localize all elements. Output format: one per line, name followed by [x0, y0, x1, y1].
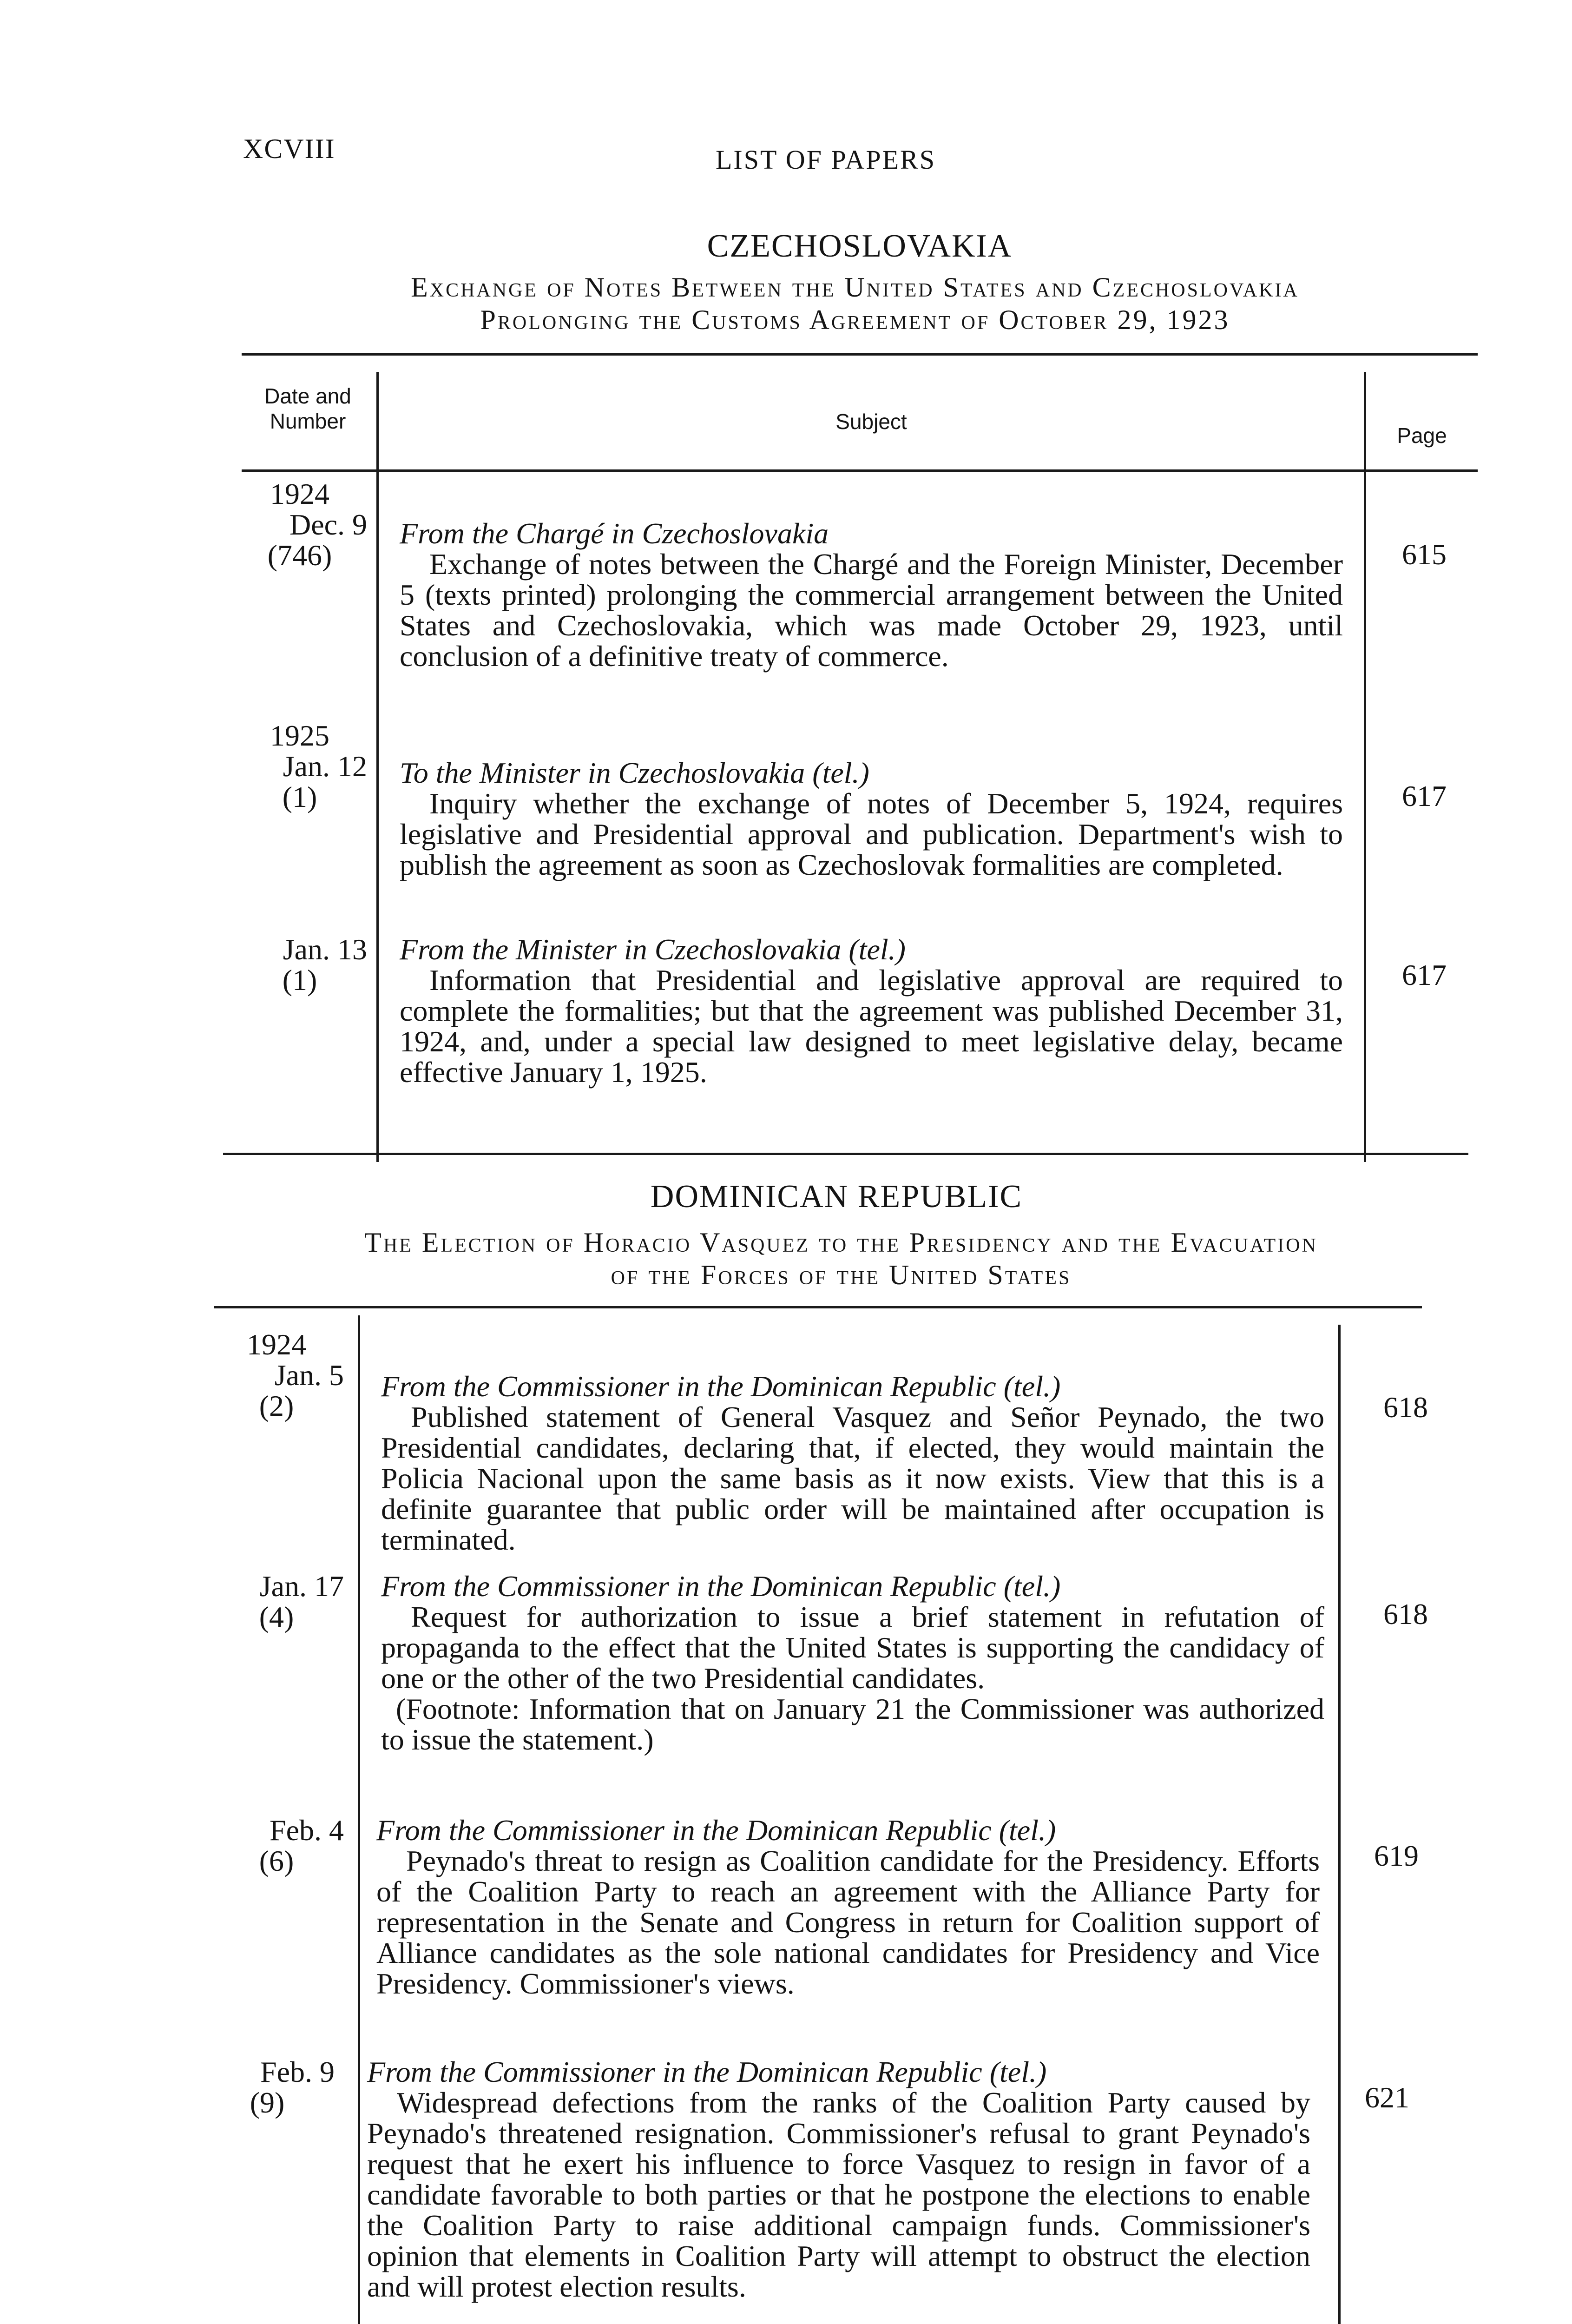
entry-page: 618: [1383, 1391, 1428, 1424]
entry-subject: [400, 518, 1343, 672]
entry-summary: Request for authorization to issue a brief statement in refutation of propaganda to the effect that the United States is supporting the candidacy of one or the other of the two Presidential candidates.: [381, 1600, 1324, 1695]
entry-source: To the Minister in Czechoslovakia (tel.): [400, 756, 869, 789]
entry-page: 621: [1365, 2081, 1409, 2114]
entry-source: From the Chargé in Czechoslovakia: [400, 517, 829, 550]
entry-number: (9): [250, 2086, 285, 2119]
table-row: [200, 2057, 335, 2118]
entry-source: From the Minister in Czechoslovakia (tel.): [400, 933, 906, 966]
column-divider-page: [1338, 1325, 1341, 2324]
entry-page: 618: [1383, 1598, 1428, 1631]
section-subject-line-2: Prolonging the Customs Agreement of October 29, 1923: [480, 304, 1230, 335]
entry-summary: Information that Presidential and legislative approval are required to complete the formalities; but that the agreement was published December 31, 1924, and, under a special law designed to meet legislative delay, became effective January 1, 1925.: [400, 964, 1343, 1089]
section-bottom-rule: [223, 1153, 1468, 1155]
column-divider-date: [358, 1315, 360, 2324]
entry-source: From the Commissioner in the Dominican Republic (tel.): [381, 1370, 1061, 1403]
table-row: [209, 1571, 344, 1632]
entry-number: (6): [259, 1844, 294, 1877]
entry-subject: [400, 934, 1343, 1088]
entry-number: (4): [259, 1600, 294, 1633]
page-number: XCVIII: [243, 133, 335, 164]
entry-footnote: (Footnote: Information that on January 21 the Commissioner was authorized to issue the statement.): [381, 1692, 1324, 1756]
section-country-title: CZECHOSLOVAKIA: [707, 228, 1013, 264]
entry-date: Feb. 4: [270, 1814, 344, 1847]
table-top-rule: [214, 1306, 1422, 1308]
entry-number: (1): [282, 780, 317, 813]
column-header-date: Date and Number: [264, 384, 351, 433]
entry-page: 615: [1402, 538, 1447, 571]
entry-number: (1): [282, 964, 317, 997]
entry-subject: [400, 758, 1343, 880]
entry-summary: Widespread defections from the ranks of the Coalition Party caused by Peynado's threatened resignation. Commissioner's refusal to grant Peynado's request that he exert his influence to force Vasquez to resign in favor of a candidate favorable to both parties or that he postpone the elections to enable the Coalition Party to raise additional campaign funds. Commissioner's opinion that elements in Coalition Party will attempt to obstruct the election and will protest election results.: [367, 2086, 1310, 2303]
entry-subject: [381, 1571, 1324, 1755]
column-divider-page: [1364, 372, 1366, 1162]
entry-date: Jan. 12: [283, 750, 367, 783]
table-row: [232, 720, 367, 812]
column-header-subject: Subject: [835, 409, 907, 434]
entry-date: Jan. 13: [283, 933, 367, 966]
section-country-title: DOMINICAN REPUBLIC: [650, 1179, 1023, 1215]
entry-year: 1925: [270, 719, 329, 752]
entry-date: Jan. 17: [259, 1570, 344, 1603]
entry-date: Dec. 9: [289, 508, 367, 541]
entry-summary: Inquiry whether the exchange of notes of December 5, 1924, requires legislative and Presidential approval and publication. Department's wish to publish the agreement as soon as Czechoslovak formalities are completed.: [400, 787, 1343, 881]
entry-page: 619: [1374, 1839, 1419, 1872]
table-top-rule: [242, 353, 1478, 356]
entry-source: From the Commissioner in the Dominican Republic (tel.): [376, 1814, 1056, 1847]
entry-page: 617: [1402, 958, 1447, 991]
running-title: LIST OF PAPERS: [716, 145, 936, 175]
section-subject-line-1: Exchange of Notes Between the United States and Czechoslovakia: [411, 272, 1299, 303]
entry-summary: Published statement of General Vasquez and Señor Peynado, the two Presidential candidates, declaring that, if elected, they would maintain the Policia Nacional upon the same basis as it now exists. View that this is a definite guarantee that public order will be maintained after occupation is terminated.: [381, 1400, 1324, 1556]
entry-subject: [367, 2057, 1310, 2302]
table-row: [209, 1329, 344, 1421]
column-header-page: Page: [1397, 423, 1447, 448]
table-row: [232, 479, 367, 571]
entry-date: Jan. 5: [274, 1359, 344, 1392]
table-row: [209, 1815, 344, 1876]
entry-number: (2): [259, 1389, 294, 1422]
entry-subject: [381, 1371, 1324, 1555]
table-header-rule: [242, 469, 1478, 472]
entry-date: Feb. 9: [260, 2055, 335, 2088]
entry-year: 1924: [247, 1328, 306, 1361]
entry-summary: Exchange of notes between the Chargé and the Foreign Minister, December 5 (texts printed) prolonging the commercial arrangement between the United States and Czechoslovakia, which was made October 29, 1923, until conclusion of a definitive treaty of commerce.: [400, 548, 1343, 673]
entry-source: From the Commissioner in the Dominican Republic (tel.): [367, 2055, 1047, 2088]
entry-summary: Peynado's threat to resign as Coalition candidate for the Presidency. Efforts of the Coalition Party to reach an agreement with the Alliance Party for representation in the Senate and Congress in return for Coalition support of Alliance candidates as the sole national candidates for Presidency and Vice Presidency. Commissioner's views.: [376, 1844, 1320, 2000]
column-divider-date: [376, 372, 379, 1162]
entry-subject: [376, 1815, 1320, 1999]
entry-year: 1924: [270, 477, 329, 510]
entry-page: 617: [1402, 779, 1447, 812]
entry-number: (746): [267, 539, 332, 572]
section-subject-line-2: of the Forces of the United States: [611, 1260, 1072, 1290]
entry-source: From the Commissioner in the Dominican Republic (tel.): [381, 1570, 1061, 1603]
section-subject-line-1: The Election of Horacio Vasquez to the Presidency and the Evacuation: [364, 1227, 1318, 1258]
table-row: [232, 934, 367, 996]
